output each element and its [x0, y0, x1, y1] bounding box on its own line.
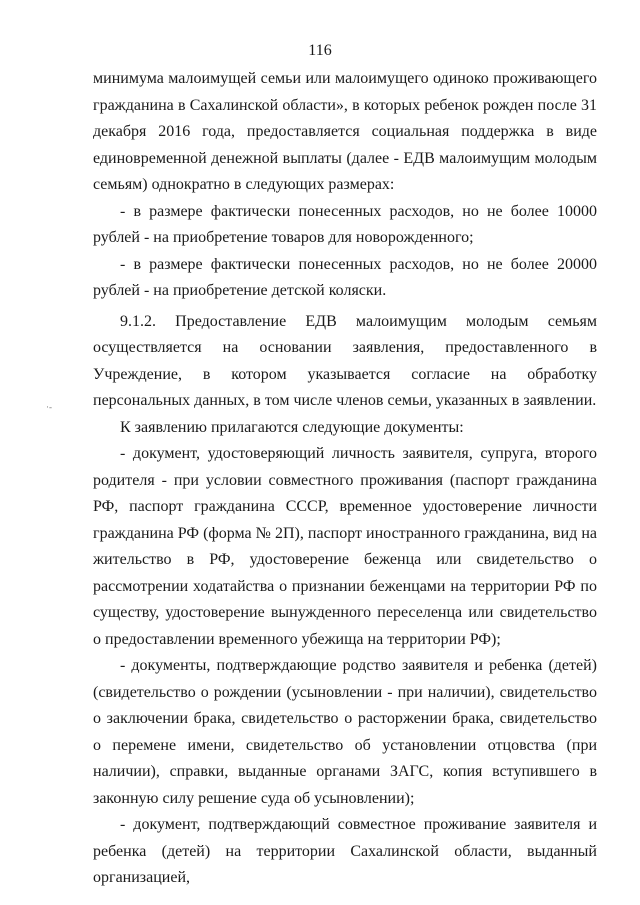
paragraph-payment-stroller: - в размере фактически понесенных расходов, но не более 20000 рублей - на приобретение детской коляски.	[93, 255, 597, 299]
paragraph-continuation: минимума малоимущей семьи или малоимущего одиноко проживающего гражданина в Сахалинской области», в которых ребенок рожден после 31 декабря 2016 года, предоставляется социальная поддержка в виде единовременной денежной выплаты (далее - ЕДВ малоимущим молодым семьям) однократно в следующих размерах:	[93, 70, 597, 193]
document-body	[93, 66, 597, 892]
paragraph-residence-document: - документ, подтверждающий совместное проживание заявителя и ребенка (детей) на территории Сахалинской области, выданный организацией,	[93, 816, 597, 886]
paragraph-payment-newborn-goods: - в размере фактически понесенных расходов, но не более 10000 рублей - на приобретение товаров для новорожденного;	[93, 202, 597, 246]
paragraph-identity-document: - документ, удостоверяющий личность заявителя, супруга, второго родителя - при условии совместного проживания (паспорт гражданина РФ, паспорт гражданина СССР, временное удостоверение личности гражданина РФ (форма № 2П), паспорт иностранного гражданина, вид на жительство в РФ, удостоверение беженца или свидетельство о рассмотрении ходатайства о признании беженцами на территории РФ по существу, удостоверение вынужденного переселенца или свидетельство о предоставлении временного убежища на территории РФ);	[93, 445, 597, 648]
paragraph-documents-intro: К заявлению прилагаются следующие документы:	[120, 418, 464, 436]
paragraph-section-9-1-2: 9.1.2. Предоставление ЕДВ малоимущим молодым семьям осуществляется на основании заявления, предоставленного в Учреждение, в котором указывается согласие на обработку персональных данных, в том числе членов семьи, указанных в заявлении.	[93, 312, 597, 409]
scan-speck: ·-	[46, 402, 52, 412]
page-number: 116	[308, 42, 332, 59]
paragraph-kinship-documents: - документы, подтверждающие родство заявителя и ребенка (детей) (свидетельство о рождении (усыновлении - при наличии), свидетельство о заключении брака, свидетельство о расторжении брака, свидетельство о перемене имени, свидетельство об установлении отцовства (при наличии), справки, выданные органами ЗАГС, копия вступившего в законную силу решение суда об усыновлении);	[93, 657, 597, 807]
